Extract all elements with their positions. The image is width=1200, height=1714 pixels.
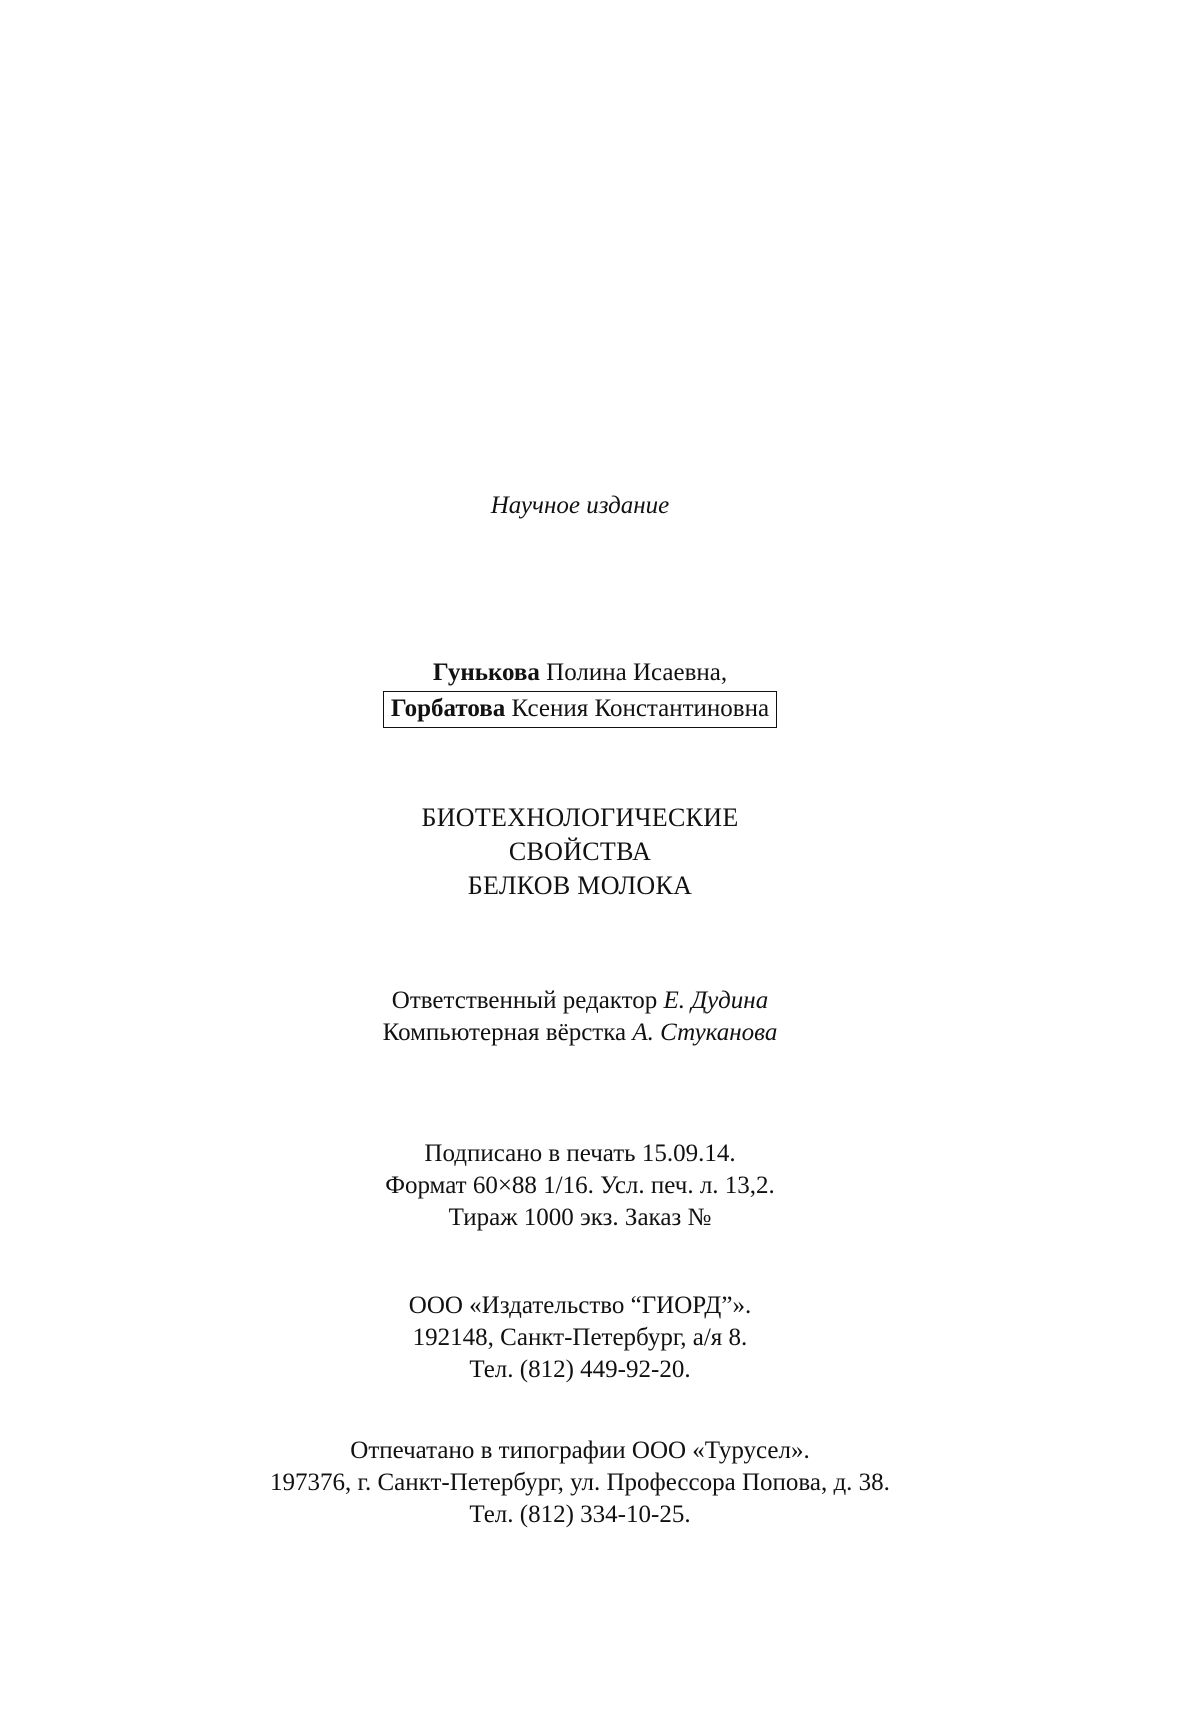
- author-2-highlight-box: [383, 691, 777, 728]
- credit-layout-role: Компьютерная вёрстка: [382, 1019, 633, 1046]
- print-info-block: [0, 1138, 1160, 1234]
- publisher-block: [0, 1290, 1160, 1386]
- credit-editor-person: Е. Дудина: [663, 987, 769, 1014]
- print-info-run: Тираж 1000 экз. Заказ №: [448, 1204, 712, 1231]
- publisher-address: 192148, Санкт-Петербург, а/я 8.: [412, 1324, 748, 1351]
- edition-type: [0, 490, 1160, 522]
- authors-block: [0, 657, 1160, 728]
- printer-phone: Тел. (812) 334-10-25.: [469, 1501, 691, 1528]
- author-1-surname: Гунькова: [432, 659, 540, 686]
- credit-layout: [0, 1017, 1160, 1049]
- author-2-given: Ксения Константиновна: [505, 695, 770, 722]
- title-line-2: СВОЙСТВА: [508, 837, 652, 866]
- print-info-signed: Подписано в печать 15.09.14.: [424, 1140, 736, 1167]
- credit-layout-person: А. Стуканова: [632, 1019, 778, 1046]
- edition-type-text: Научное издание: [490, 492, 670, 519]
- credits-block: [0, 985, 1160, 1049]
- print-info-format: Формат 60×88 1/16. Усл. печ. л. 13,2.: [385, 1172, 775, 1199]
- book-title: [0, 801, 1160, 903]
- author-1: [0, 657, 1160, 689]
- author-1-given: Полина Исаевна,: [539, 659, 728, 686]
- credit-editor: [0, 985, 1160, 1017]
- publisher-name: ООО «Издательство “ГИОРД”».: [408, 1292, 752, 1319]
- title-line-1: БИОТЕХНОЛОГИЧЕСКИЕ: [421, 803, 739, 832]
- credit-editor-role: Ответственный редактор: [391, 987, 664, 1014]
- author-2-surname: Горбатова: [390, 695, 506, 722]
- printer-address: 197376, г. Санкт-Петербург, ул. Профессора Попова, д. 38.: [270, 1469, 890, 1496]
- printer-name: Отпечатано в типографии ООО «Турусел».: [350, 1437, 810, 1464]
- printer-block: [0, 1435, 1160, 1531]
- publisher-phone: Тел. (812) 449-92-20.: [469, 1356, 691, 1383]
- title-line-3: БЕЛКОВ МОЛОКА: [467, 871, 693, 900]
